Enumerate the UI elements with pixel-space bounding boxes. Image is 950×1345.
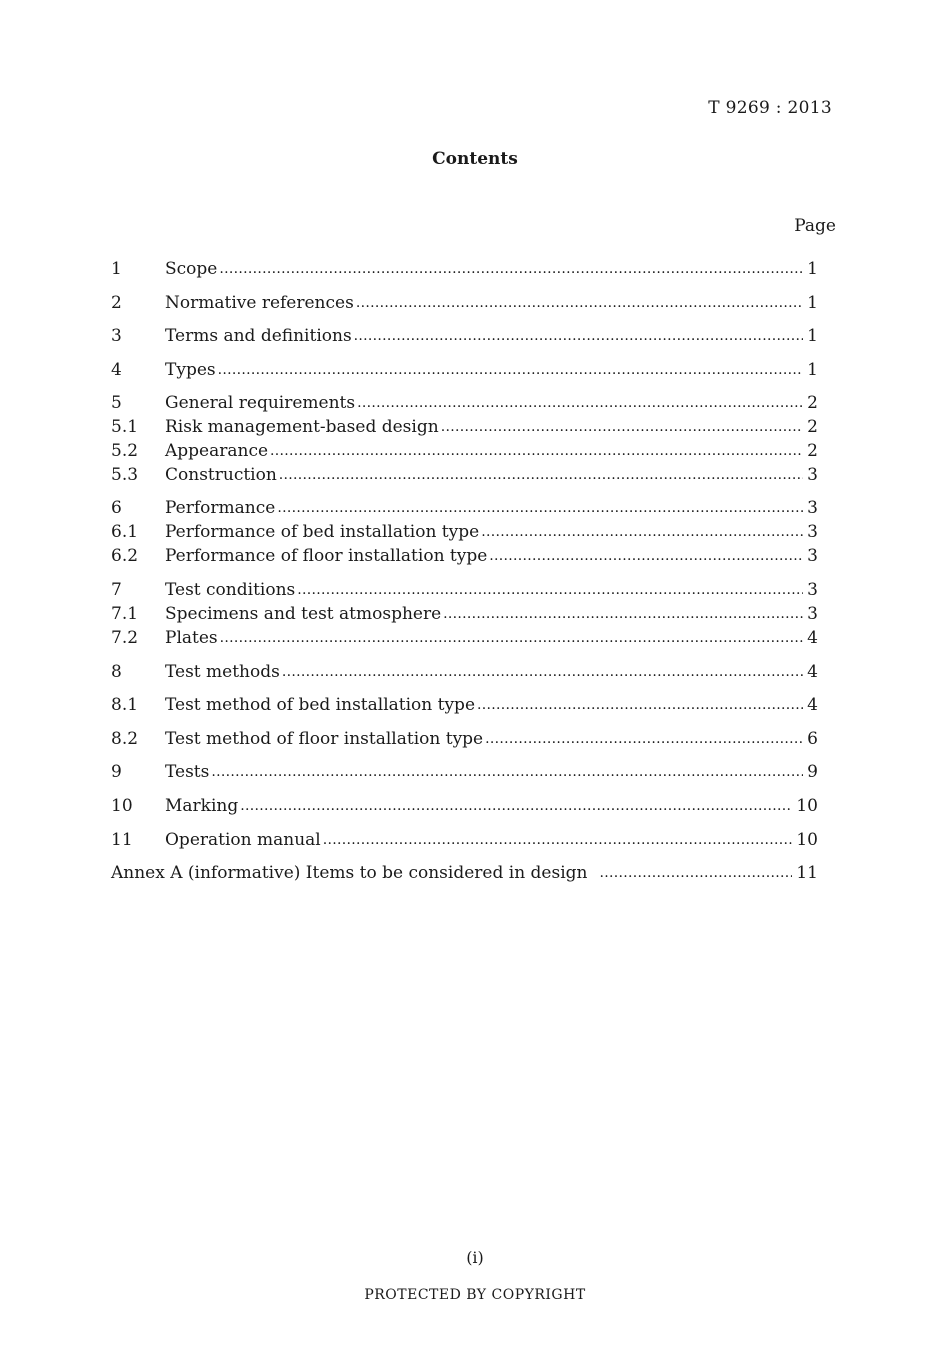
entry-page: 3 [807, 498, 818, 518]
dot-leader [219, 261, 803, 277]
dot-leader [443, 606, 803, 622]
entry-number: 11 [111, 830, 133, 850]
annex-title: Annex A (informative) Items to be considered in design [111, 863, 588, 883]
entry-page: 10 [796, 796, 818, 816]
dot-leader [354, 328, 804, 344]
entry-page: 3 [807, 522, 818, 542]
entry-title: Performance of bed installation type [165, 522, 480, 542]
dot-leader [485, 731, 803, 747]
toc-entry[interactable] [111, 693, 818, 717]
dot-leader [481, 524, 803, 540]
entry-number: 6.2 [111, 546, 139, 566]
entry-number: 5.3 [111, 465, 139, 485]
entry-title: Performance [165, 498, 276, 518]
entry-page: 1 [807, 293, 818, 313]
toc-entry[interactable] [111, 463, 818, 487]
entry-page: 3 [807, 580, 818, 600]
entry-number: 10 [111, 796, 133, 816]
entry-number: 8 [111, 662, 122, 682]
entry-title: Test conditions [165, 580, 296, 600]
entry-page: 4 [807, 628, 818, 648]
dot-leader [297, 582, 803, 598]
dot-leader [279, 467, 803, 483]
entry-page: 10 [796, 830, 818, 850]
toc-entry[interactable] [111, 602, 818, 626]
entry-page: 2 [807, 417, 818, 437]
toc-entry[interactable] [111, 794, 818, 818]
entry-page: 2 [807, 441, 818, 461]
dot-leader [323, 832, 793, 848]
dot-leader [220, 630, 804, 646]
dot-leader [356, 295, 803, 311]
entry-number: 7 [111, 580, 122, 600]
dot-leader [599, 865, 792, 881]
entry-title: Plates [165, 628, 218, 648]
entry-page: 1 [807, 259, 818, 279]
entry-number: 2 [111, 293, 122, 313]
entry-number: 8.1 [111, 695, 139, 715]
toc-entry[interactable] [111, 358, 818, 382]
toc-entry[interactable] [111, 439, 818, 463]
toc-entry[interactable] [111, 544, 818, 568]
entry-page: 6 [807, 729, 818, 749]
entry-title: Specimens and test atmosphere [165, 604, 442, 624]
entry-number: 3 [111, 326, 122, 346]
entry-page: 9 [807, 762, 818, 782]
document-id: T 9269 : 2013 [708, 98, 832, 118]
toc-entry[interactable] [111, 727, 818, 751]
toc-entry[interactable] [111, 660, 818, 684]
entry-title: General requirements [165, 393, 356, 413]
dot-leader [270, 443, 803, 459]
entry-page: 2 [807, 393, 818, 413]
entry-title: Marking [165, 796, 239, 816]
entry-number: 5 [111, 393, 122, 413]
entry-title: Terms and definitions [165, 326, 352, 346]
entry-number: 4 [111, 360, 122, 380]
entry-page: 1 [807, 360, 818, 380]
toc-entry[interactable] [111, 391, 818, 415]
entry-number: 7.1 [111, 604, 139, 624]
dot-leader [489, 548, 803, 564]
entry-number: 6 [111, 498, 122, 518]
entry-title: Test method of bed installation type [165, 695, 476, 715]
dot-leader [441, 419, 803, 435]
toc-entry[interactable] [111, 324, 818, 348]
entry-page: 3 [807, 465, 818, 485]
dot-leader [240, 798, 792, 814]
page-column-heading: Page [794, 216, 836, 236]
entry-title: Risk management-based design [165, 417, 439, 437]
entry-number: 7.2 [111, 628, 139, 648]
entry-title: Operation manual [165, 830, 321, 850]
entry-number: 5.2 [111, 441, 139, 461]
entry-title: Normative references [165, 293, 354, 313]
entry-title: Tests [165, 762, 210, 782]
entry-title: Test methods [165, 662, 280, 682]
contents-title: Contents [432, 149, 518, 169]
entry-page: 4 [807, 695, 818, 715]
entry-number: 1 [111, 259, 122, 279]
toc-entry[interactable] [111, 257, 818, 281]
entry-page: 1 [807, 326, 818, 346]
dot-leader [218, 362, 804, 378]
entry-title: Construction [165, 465, 277, 485]
toc-entry[interactable] [111, 828, 818, 852]
toc-entry[interactable] [111, 626, 818, 650]
toc-entry[interactable] [111, 760, 818, 784]
entry-title: Performance of floor installation type [165, 546, 488, 566]
entry-page: 4 [807, 662, 818, 682]
dot-leader [477, 697, 803, 713]
entry-number: 5.1 [111, 417, 139, 437]
entry-number: 6.1 [111, 522, 139, 542]
entry-title: Appearance [165, 441, 269, 461]
entry-number: 9 [111, 762, 122, 782]
footer-page-number: (i) [466, 1248, 484, 1267]
dot-leader [282, 664, 803, 680]
toc-entry[interactable] [111, 415, 818, 439]
entry-number: 8.2 [111, 729, 139, 749]
toc-entry-annex[interactable] [111, 861, 818, 885]
toc-entry[interactable] [111, 520, 818, 544]
toc-entry[interactable] [111, 496, 818, 520]
entry-title: Scope [165, 259, 218, 279]
annex-page: 11 [796, 863, 818, 883]
copyright-notice: PROTECTED BY COPYRIGHT [364, 1287, 586, 1303]
entry-page: 3 [807, 546, 818, 566]
dot-leader [277, 500, 803, 516]
dot-leader [211, 764, 803, 780]
dot-leader [357, 395, 803, 411]
entry-title: Types [165, 360, 216, 380]
entry-page: 3 [807, 604, 818, 624]
entry-title: Test method of floor installation type [165, 729, 484, 749]
toc-entry[interactable] [111, 578, 818, 602]
toc-entry[interactable] [111, 291, 818, 315]
